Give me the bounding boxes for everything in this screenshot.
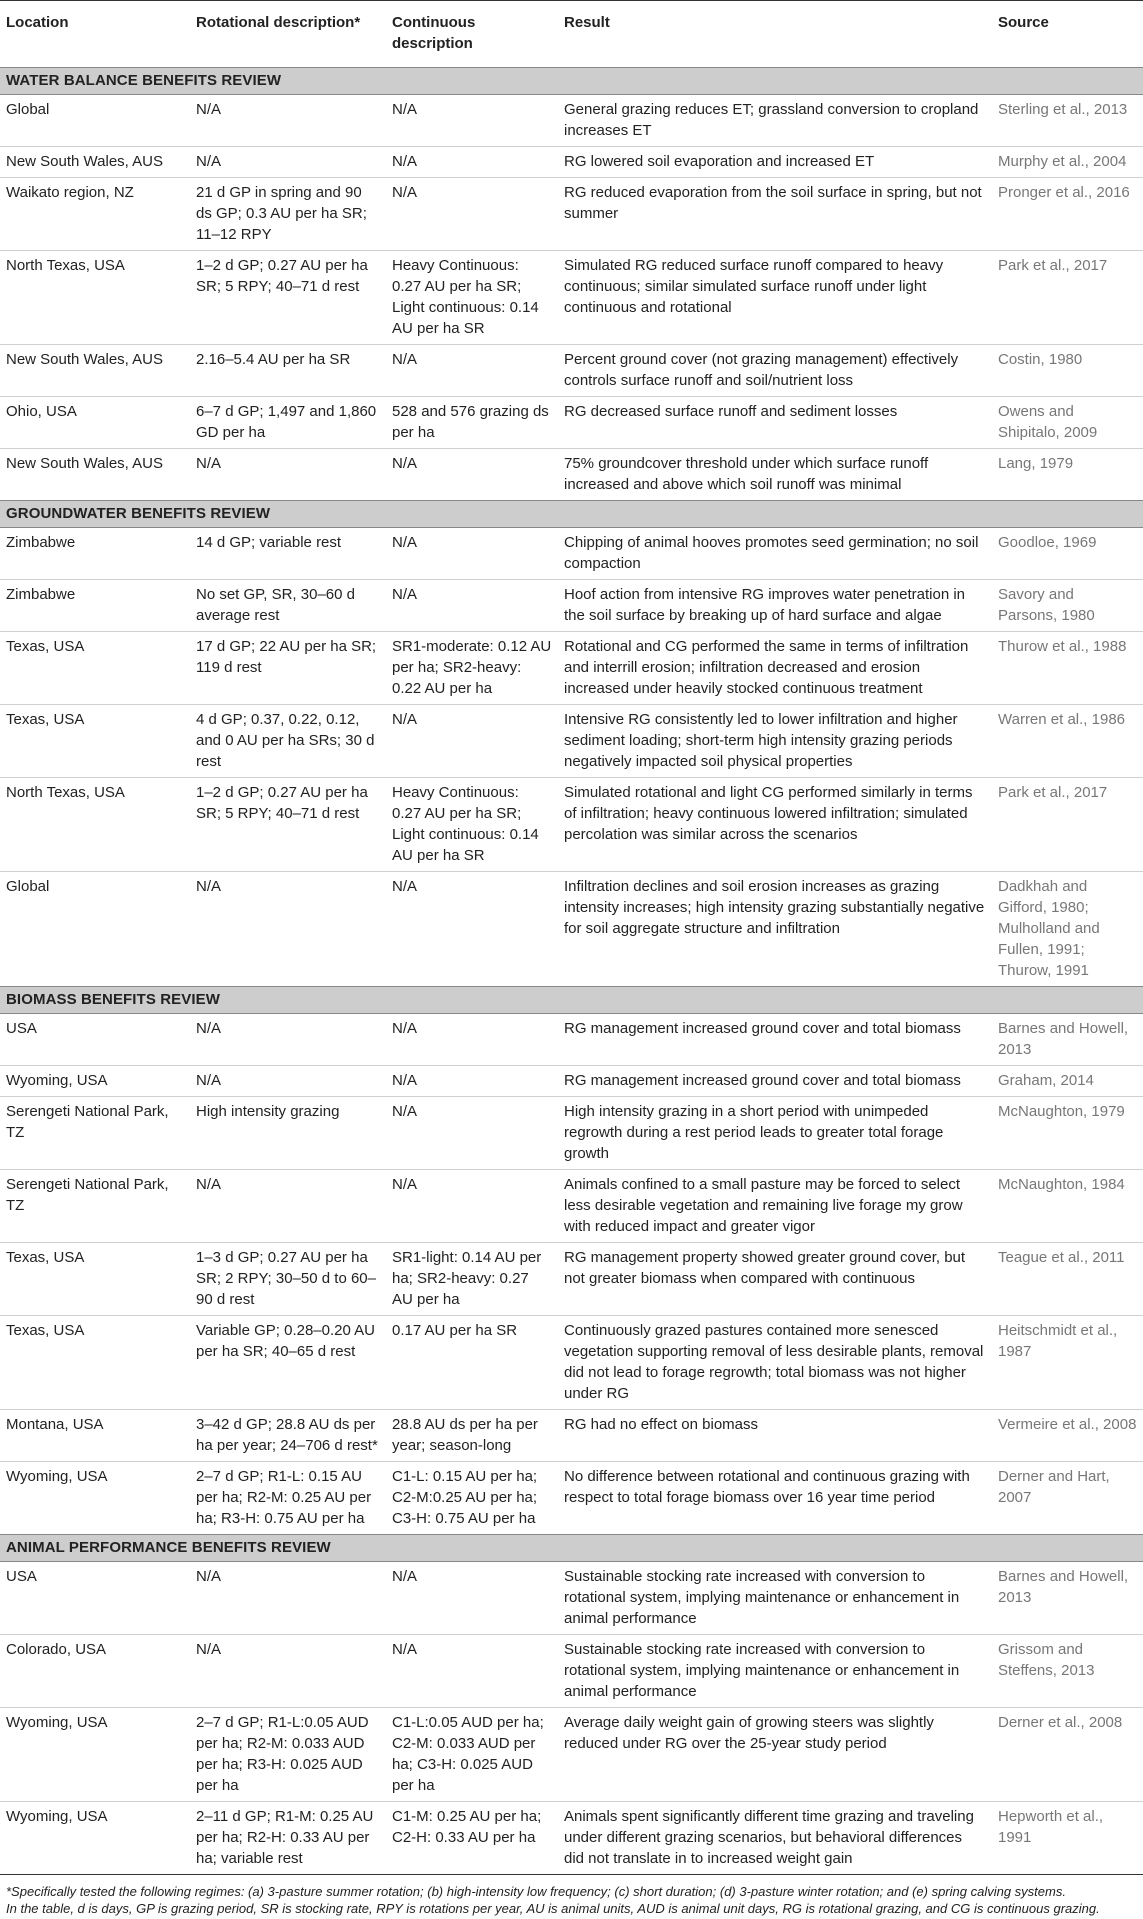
cell-source: Grissom and Steffens, 2013 [992,1635,1143,1708]
cell-source: Barnes and Howell, 2013 [992,1562,1143,1635]
cell-rotational: 6–7 d GP; 1,497 and 1,860 GD per ha [190,397,386,449]
cell-rotational: 17 d GP; 22 AU per ha SR; 119 d rest [190,632,386,705]
cell-continuous: N/A [386,1170,558,1243]
cell-result: Percent ground cover (not grazing management) effectively controls surface runoff and soil/nutrient loss [558,345,992,397]
table-row [0,449,1143,501]
cell-source: Graham, 2014 [992,1066,1143,1097]
cell-rotational: N/A [190,1066,386,1097]
cell-rotational: 1–3 d GP; 0.27 AU per ha SR; 2 RPY; 30–50 d to 60–90 d rest [190,1243,386,1316]
cell-source: Thurow et al., 1988 [992,632,1143,705]
table-body [0,68,1143,1875]
cell-continuous: N/A [386,1562,558,1635]
table-row [0,872,1143,987]
table-row [0,95,1143,147]
table-row [0,147,1143,178]
cell-location: Waikato region, NZ [0,178,190,251]
cell-result: General grazing reduces ET; grassland conversion to cropland increases ET [558,95,992,147]
cell-result: Simulated RG reduced surface runoff compared to heavy continuous; similar simulated surface runoff under light continuous and rotational [558,251,992,345]
cell-source: Costin, 1980 [992,345,1143,397]
cell-source: McNaughton, 1984 [992,1170,1143,1243]
cell-result: Intensive RG consistently led to lower infiltration and higher sediment loading; short-term high intensity grazing periods negatively impacted soil physical properties [558,705,992,778]
section-title: WATER BALANCE BENEFITS REVIEW [0,68,1143,95]
cell-source: Hepworth et al., 1991 [992,1802,1143,1875]
table-row [0,1708,1143,1802]
cell-continuous: 28.8 AU ds per ha per year; season-long [386,1410,558,1462]
cell-location: Serengeti National Park, TZ [0,1097,190,1170]
cell-source: Savory and Parsons, 1980 [992,580,1143,632]
table-row [0,1014,1143,1066]
cell-rotational: N/A [190,872,386,987]
cell-continuous: N/A [386,147,558,178]
section-header-row [0,501,1143,528]
cell-continuous: N/A [386,449,558,501]
table-row [0,1462,1143,1535]
cell-source: Teague et al., 2011 [992,1243,1143,1316]
cell-result: Rotational and CG performed the same in terms of infiltration and interrill erosion; infiltration decreased and erosion increased under heavily stocked continuous treatment [558,632,992,705]
cell-rotational: No set GP, SR, 30–60 d average rest [190,580,386,632]
table-row [0,1410,1143,1462]
cell-location: North Texas, USA [0,778,190,872]
cell-rotational: 3–42 d GP; 28.8 AU ds per ha per year; 24–706 d rest* [190,1410,386,1462]
table-row [0,1243,1143,1316]
section-header-row [0,987,1143,1014]
table-row [0,1562,1143,1635]
cell-result: RG decreased surface runoff and sediment losses [558,397,992,449]
cell-result: Continuously grazed pastures contained more senesced vegetation supporting removal of less desirable plants, removal did not lead to forage regrowth; total biomass was not higher under RG [558,1316,992,1410]
cell-result: Chipping of animal hooves promotes seed germination; no soil compaction [558,528,992,580]
cell-result: RG management increased ground cover and total biomass [558,1014,992,1066]
cell-location: Ohio, USA [0,397,190,449]
table-row [0,632,1143,705]
cell-location: Global [0,872,190,987]
header-rotational: Rotational description* [190,1,386,68]
cell-continuous: 528 and 576 grazing ds per ha [386,397,558,449]
section-header-row [0,1535,1143,1562]
cell-rotational: 4 d GP; 0.37, 0.22, 0.12, and 0 AU per ha SRs; 30 d rest [190,705,386,778]
cell-result: Infiltration declines and soil erosion increases as grazing intensity increases; high intensity grazing substantially negative for soil aggregate structure and infiltration [558,872,992,987]
cell-location: Wyoming, USA [0,1802,190,1875]
cell-location: USA [0,1562,190,1635]
cell-result: Simulated rotational and light CG performed similarly in terms of infiltration; heavy continuous lowered infiltration; simulated percolation was similar across the scenarios [558,778,992,872]
cell-rotational: 2–7 d GP; R1-L:0.05 AUD per ha; R2-M: 0.033 AUD per ha; R3-H: 0.025 AUD per ha [190,1708,386,1802]
cell-location: New South Wales, AUS [0,147,190,178]
header-result: Result [558,1,992,68]
cell-source: McNaughton, 1979 [992,1097,1143,1170]
cell-continuous: N/A [386,1097,558,1170]
cell-source: Derner et al., 2008 [992,1708,1143,1802]
footnote-abbreviations: In the table, d is days, GP is grazing period, SR is stocking rate, RPY is rotations per year, AU is animal units, AUD is animal unit days, RG is rotational grazing, and CG is continuous grazing. [6,1901,1100,1916]
cell-source: Goodloe, 1969 [992,528,1143,580]
cell-continuous: SR1-light: 0.14 AU per ha; SR2-heavy: 0.27 AU per ha [386,1243,558,1316]
cell-location: Colorado, USA [0,1635,190,1708]
cell-rotational: N/A [190,1014,386,1066]
header-continuous: Continuous description [386,1,558,68]
cell-rotational: N/A [190,147,386,178]
cell-rotational: 1–2 d GP; 0.27 AU per ha SR; 5 RPY; 40–71 d rest [190,251,386,345]
table-row [0,580,1143,632]
header-row [0,1,1143,68]
cell-continuous: Heavy Continuous: 0.27 AU per ha SR; Light continuous: 0.14 AU per ha SR [386,778,558,872]
table-row [0,1635,1143,1708]
cell-source: Vermeire et al., 2008 [992,1410,1143,1462]
cell-rotational: N/A [190,1562,386,1635]
table-row [0,345,1143,397]
footnote-regimes: *Specifically tested the following regimes: (a) 3-pasture summer rotation; (b) high-intensity low frequency; (c) short duration; (d) 3-pasture winter rotation; and (e) spring calving systems. [6,1884,1066,1899]
cell-result: Sustainable stocking rate increased with conversion to rotational system, implying maintenance or enhancement in animal performance [558,1562,992,1635]
cell-location: Wyoming, USA [0,1462,190,1535]
cell-source: Sterling et al., 2013 [992,95,1143,147]
header-source: Source [992,1,1143,68]
cell-source: Derner and Hart, 2007 [992,1462,1143,1535]
table-row [0,397,1143,449]
cell-rotational: 21 d GP in spring and 90 ds GP; 0.3 AU per ha SR; 11–12 RPY [190,178,386,251]
cell-result: No difference between rotational and continuous grazing with respect to total forage biomass over 16 year time period [558,1462,992,1535]
cell-location: USA [0,1014,190,1066]
cell-rotational: N/A [190,449,386,501]
cell-continuous: 0.17 AU per ha SR [386,1316,558,1410]
section-title: ANIMAL PERFORMANCE BENEFITS REVIEW [0,1535,1143,1562]
cell-continuous: C1-L: 0.15 AU per ha; C2-M:0.25 AU per ha; C3-H: 0.75 AU per ha [386,1462,558,1535]
cell-rotational: 2–7 d GP; R1-L: 0.15 AU per ha; R2-M: 0.25 AU per ha; R3-H: 0.75 AU per ha [190,1462,386,1535]
cell-continuous: N/A [386,1066,558,1097]
cell-result: RG lowered soil evaporation and increased ET [558,147,992,178]
cell-continuous: Heavy Continuous: 0.27 AU per ha SR; Light continuous: 0.14 AU per ha SR [386,251,558,345]
cell-continuous: N/A [386,1635,558,1708]
cell-rotational: N/A [190,95,386,147]
cell-location: New South Wales, AUS [0,449,190,501]
table-row [0,178,1143,251]
cell-rotational: 2–11 d GP; R1-M: 0.25 AU per ha; R2-H: 0.33 AU per ha; variable rest [190,1802,386,1875]
cell-result: High intensity grazing in a short period with unimpeded regrowth during a rest period leads to greater total forage growth [558,1097,992,1170]
cell-location: Serengeti National Park, TZ [0,1170,190,1243]
table-header [0,1,1143,68]
cell-location: Texas, USA [0,1243,190,1316]
cell-result: Sustainable stocking rate increased with conversion to rotational system, implying maintenance or enhancement in animal performance [558,1635,992,1708]
cell-source: Owens and Shipitalo, 2009 [992,397,1143,449]
cell-rotational: 14 d GP; variable rest [190,528,386,580]
table-row [0,1802,1143,1875]
header-location: Location [0,1,190,68]
table-row [0,705,1143,778]
cell-result: RG reduced evaporation from the soil surface in spring, but not summer [558,178,992,251]
table-footnote [0,1875,1143,1917]
table-row [0,528,1143,580]
cell-source: Warren et al., 1986 [992,705,1143,778]
section-header-row [0,68,1143,95]
section-title: GROUNDWATER BENEFITS REVIEW [0,501,1143,528]
cell-location: Zimbabwe [0,580,190,632]
table-row [0,1097,1143,1170]
cell-result: RG management increased ground cover and total biomass [558,1066,992,1097]
cell-source: Murphy et al., 2004 [992,147,1143,178]
cell-rotational: 2.16–5.4 AU per ha SR [190,345,386,397]
table-row [0,251,1143,345]
cell-location: Zimbabwe [0,528,190,580]
cell-continuous: N/A [386,528,558,580]
cell-rotational: Variable GP; 0.28–0.20 AU per ha SR; 40–65 d rest [190,1316,386,1410]
cell-source: Lang, 1979 [992,449,1143,501]
cell-continuous: N/A [386,345,558,397]
cell-rotational: N/A [190,1635,386,1708]
table-row [0,1316,1143,1410]
section-title: BIOMASS BENEFITS REVIEW [0,987,1143,1014]
table-row [0,1170,1143,1243]
cell-continuous: C1-L:0.05 AUD per ha; C2-M: 0.033 AUD per ha; C3-H: 0.025 AUD per ha [386,1708,558,1802]
cell-source: Pronger et al., 2016 [992,178,1143,251]
cell-source: Dadkhah and Gifford, 1980; Mulholland and Fullen, 1991; Thurow, 1991 [992,872,1143,987]
table-row [0,1066,1143,1097]
cell-location: Montana, USA [0,1410,190,1462]
cell-location: New South Wales, AUS [0,345,190,397]
cell-location: North Texas, USA [0,251,190,345]
cell-location: Wyoming, USA [0,1066,190,1097]
cell-continuous: N/A [386,1014,558,1066]
cell-location: Texas, USA [0,632,190,705]
cell-location: Texas, USA [0,1316,190,1410]
cell-rotational: High intensity grazing [190,1097,386,1170]
cell-result: 75% groundcover threshold under which surface runoff increased and above which soil runoff was minimal [558,449,992,501]
cell-result: Average daily weight gain of growing steers was slightly reduced under RG over the 25-year study period [558,1708,992,1802]
table-row [0,778,1143,872]
cell-rotational: 1–2 d GP; 0.27 AU per ha SR; 5 RPY; 40–71 d rest [190,778,386,872]
cell-continuous: C1-M: 0.25 AU per ha; C2-H: 0.33 AU per ha [386,1802,558,1875]
cell-continuous: N/A [386,705,558,778]
cell-source: Barnes and Howell, 2013 [992,1014,1143,1066]
cell-source: Park et al., 2017 [992,778,1143,872]
cell-result: RG had no effect on biomass [558,1410,992,1462]
cell-continuous: N/A [386,872,558,987]
cell-location: Wyoming, USA [0,1708,190,1802]
cell-source: Park et al., 2017 [992,251,1143,345]
cell-result: RG management property showed greater ground cover, but not greater biomass when compared with continuous [558,1243,992,1316]
cell-result: Hoof action from intensive RG improves water penetration in the soil surface by breaking up of hard surface and algae [558,580,992,632]
cell-continuous: SR1-moderate: 0.12 AU per ha; SR2-heavy: 0.22 AU per ha [386,632,558,705]
cell-result: Animals spent significantly different time grazing and traveling under different grazing scenarios, but behavioral differences did not translate in to increased weight gain [558,1802,992,1875]
cell-location: Texas, USA [0,705,190,778]
cell-rotational: N/A [190,1170,386,1243]
cell-continuous: N/A [386,178,558,251]
cell-continuous: N/A [386,95,558,147]
cell-source: Heitschmidt et al., 1987 [992,1316,1143,1410]
cell-location: Global [0,95,190,147]
cell-result: Animals confined to a small pasture may be forced to select less desirable vegetation and remaining live forage my grow with reduced impact and greater vigor [558,1170,992,1243]
cell-continuous: N/A [386,580,558,632]
